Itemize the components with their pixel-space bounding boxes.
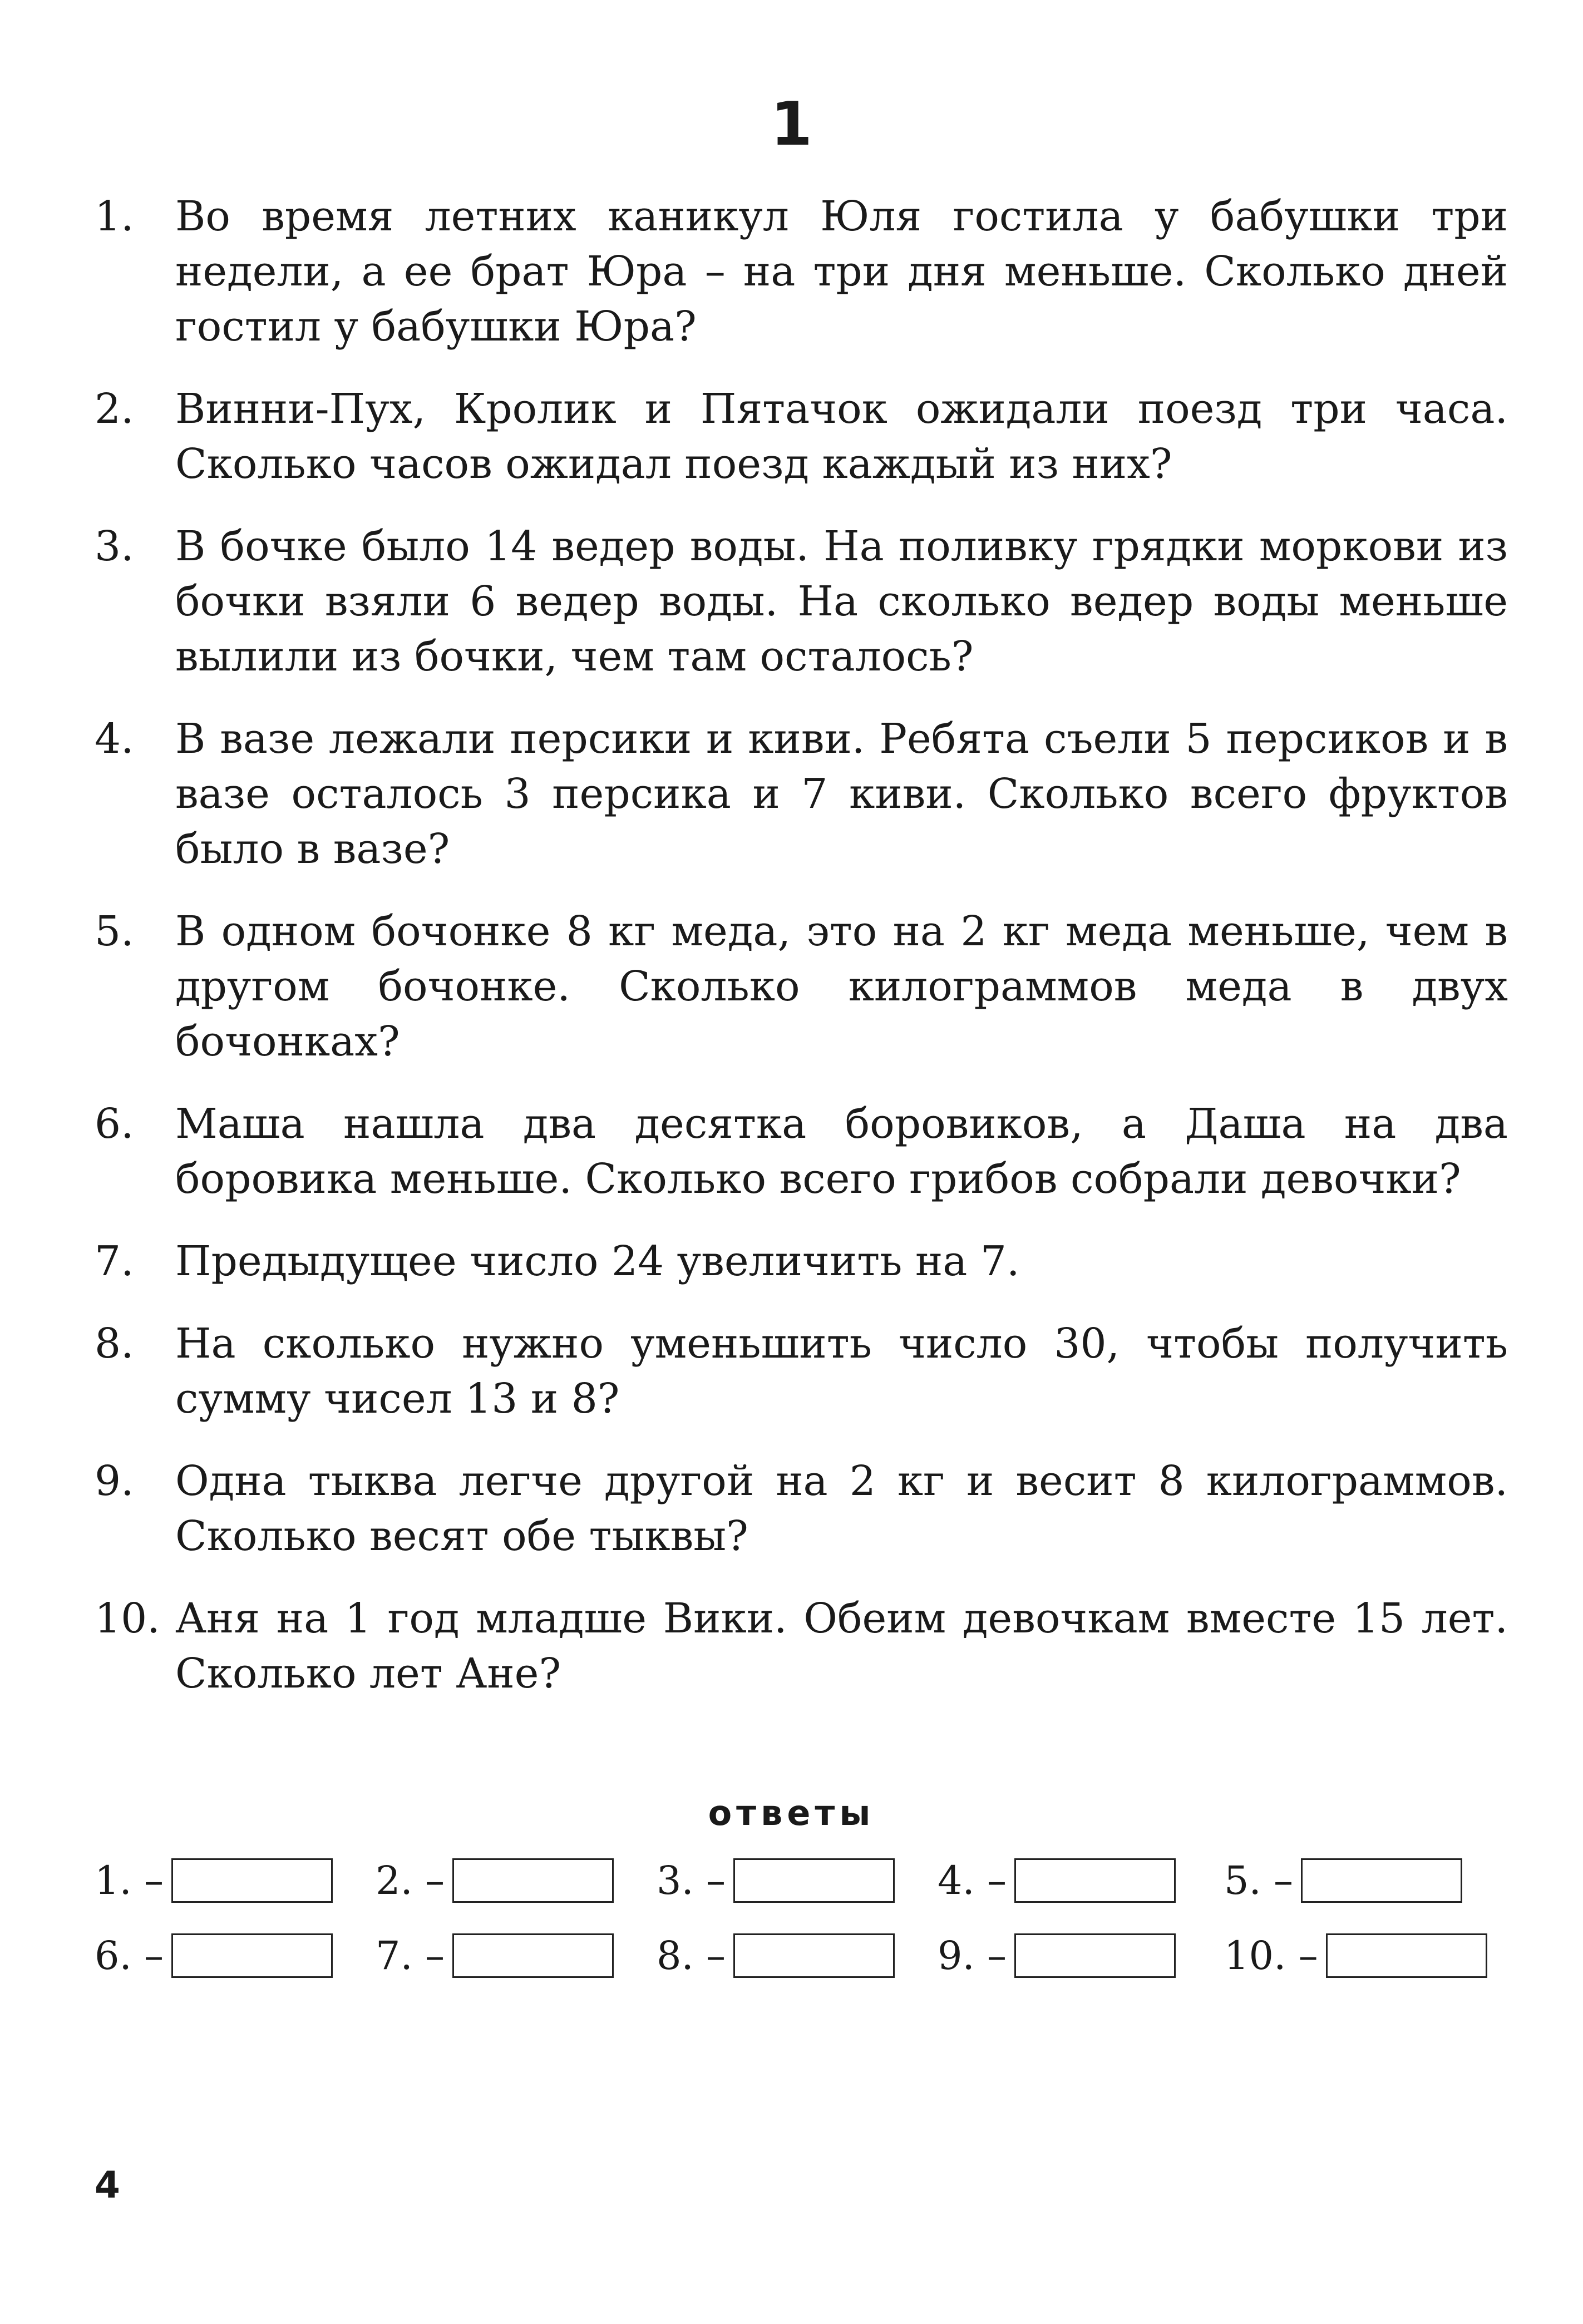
problem-item [95,1454,1508,1564]
answer-label: 7. – [376,1933,445,1978]
answers-row [95,1856,1497,1906]
problem-number: 8. [95,1320,134,1368]
answer-item [657,1856,895,1906]
problem-item [95,904,1508,1069]
answer-label: 9. – [938,1933,1007,1978]
answer-box[interactable] [171,1858,333,1903]
answer-box[interactable] [171,1933,333,1978]
page-number: 4 [95,2164,120,2207]
answers-row [95,1931,1497,1981]
problem-text: В бочке было 14 ведер воды. На поливку грядки моркови из бочки взяли 6 ведер воды. На сколько ведер воды меньше вылили из бочки, чем там осталось? [175,522,1508,680]
problem-item [95,1316,1508,1427]
problem-text: Во время летних каникул Юля гостила у бабушки три недели, а ее брат Юра – на три дня меньше. Сколько дней гостил у бабушки Юра? [175,193,1508,351]
answer-box[interactable] [733,1858,895,1903]
problem-number: 5. [95,907,134,955]
page-title: 1 [770,90,813,159]
answer-item [95,1931,333,1981]
answer-label: 1. – [95,1858,164,1903]
answer-box[interactable] [452,1933,614,1978]
problem-number: 4. [95,715,134,763]
problem-text: На сколько нужно уменьшить число 30, чтобы получить сумму чисел 13 и 8? [175,1320,1508,1423]
answer-item [938,1856,1176,1906]
problem-text: Аня на 1 год младше Вики. Обеим девочкам вместе 15 лет. Сколько лет Ане? [175,1595,1508,1698]
problem-number: 2. [95,385,134,433]
problem-number: 10. [95,1595,160,1642]
problem-number: 7. [95,1237,134,1285]
problem-item [95,1234,1508,1289]
problem-text: Винни-Пух, Кролик и Пятачок ожидали поезд три часа. Сколько часов ожидал поезд каждый из них? [175,385,1508,488]
answer-item [95,1856,333,1906]
problem-number: 1. [95,193,134,240]
answer-label: 5. – [1224,1858,1294,1903]
answer-item [1224,1931,1487,1981]
answer-label: 8. – [657,1933,726,1978]
problem-number: 9. [95,1457,134,1505]
answers-heading: ответы [708,1793,875,1833]
answer-label: 4. – [938,1858,1007,1903]
problem-text: Предыдущее число 24 увеличить на 7. [175,1237,1020,1285]
problem-item [95,712,1508,877]
problem-number: 3. [95,522,134,570]
problem-item [95,1591,1508,1701]
answer-box[interactable] [1014,1933,1176,1978]
answer-item [1224,1856,1462,1906]
answer-box[interactable] [1014,1858,1176,1903]
problem-text: Одна тыква легче другой на 2 кг и весит 8 килограммов. Сколько весят обе тыквы? [175,1457,1508,1560]
answer-label: 6. – [95,1933,164,1978]
problem-item [95,382,1508,492]
problem-item [95,519,1508,684]
answer-item [376,1856,614,1906]
problem-item [95,1097,1508,1207]
answer-label: 2. – [376,1858,445,1903]
problem-number: 6. [95,1100,134,1148]
answer-box[interactable] [452,1858,614,1903]
answer-label: 10. – [1224,1933,1318,1978]
answer-item [657,1931,895,1981]
answer-item [376,1931,614,1981]
answer-item [938,1931,1176,1981]
problem-item [95,189,1508,354]
answer-label: 3. – [657,1858,726,1903]
answer-box[interactable] [1326,1933,1487,1978]
problem-list [95,189,1508,1729]
problem-text: В одном бочонке 8 кг меда, это на 2 кг меда меньше, чем в другом бочонке. Сколько килограммов меда в двух бочонках? [175,907,1508,1065]
answer-box[interactable] [1301,1858,1462,1903]
answer-box[interactable] [733,1933,895,1978]
problem-text: Маша нашла два десятка боровиков, а Даша на два боровика меньше. Сколько всего грибов собрали девочки? [175,1100,1508,1203]
problem-text: В вазе лежали персики и киви. Ребята съели 5 персиков и в вазе осталось 3 персика и 7 киви. Сколько всего фруктов было в вазе? [175,715,1508,873]
